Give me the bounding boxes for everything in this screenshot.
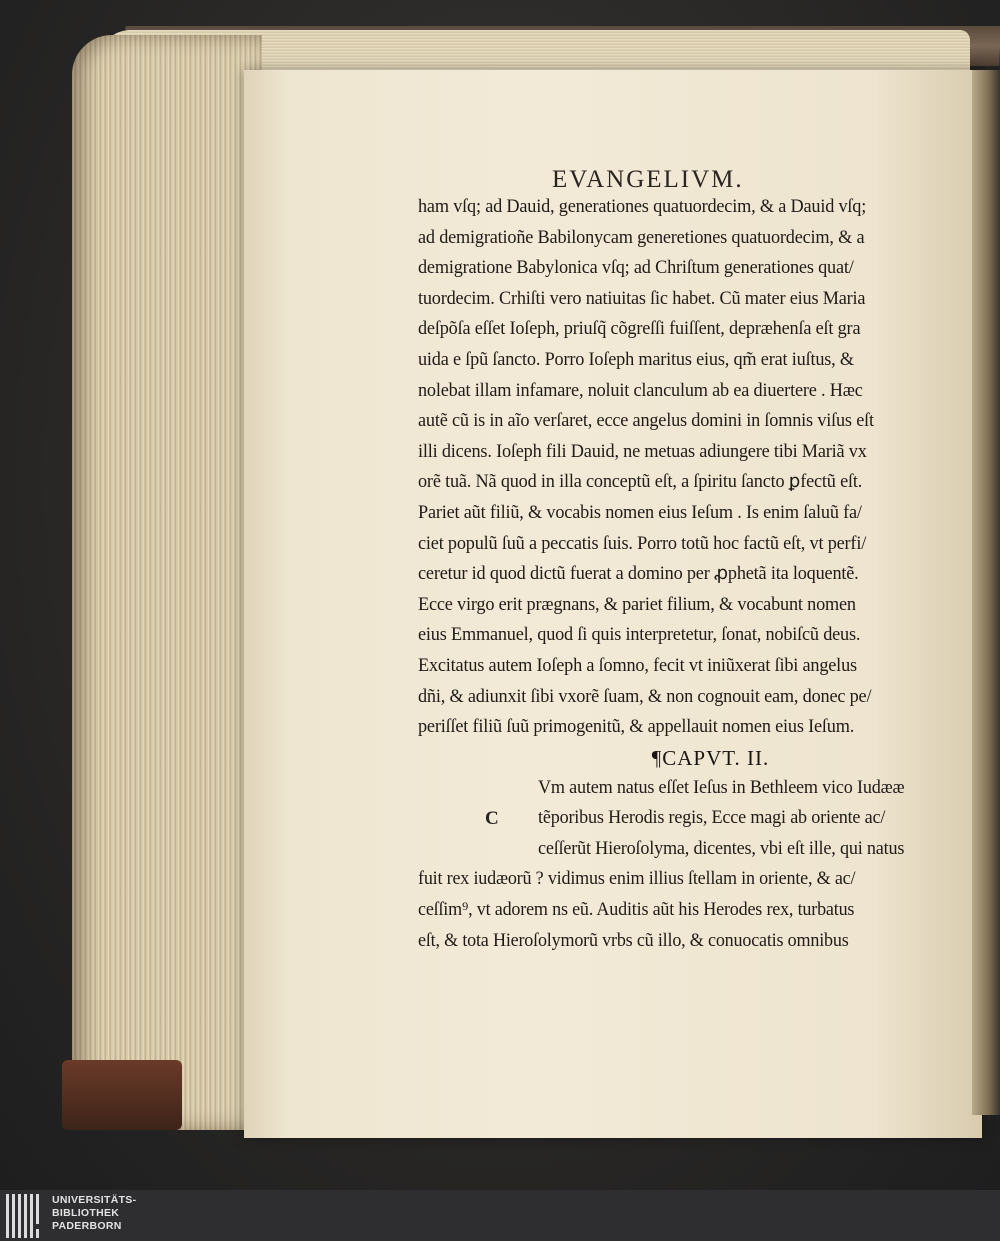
body-text bbox=[418, 192, 963, 956]
text-line: dñi, & adiunxit ſibi vxorẽ ſuam, & non cognouit eam, donec pe/ bbox=[418, 685, 872, 707]
running-head: EVANGELIVM. bbox=[552, 166, 744, 193]
text-line: demigratione Babylonica vſq; ad Chriſtum generationes quat/ bbox=[418, 257, 854, 279]
text-line: eſt, & tota Hieroſolymorũ vrbs cũ illo, & conuocatis omnibus bbox=[418, 929, 849, 951]
text-line: Pariet aũt filiũ, & vocabis nomen eius Ieſum . Is enim ſaluũ fa/ bbox=[418, 501, 862, 523]
text-line: nolebat illam infamare, noluit clanculum ab ea diuertere . Hæc bbox=[418, 379, 863, 401]
page-stack-fore-edge bbox=[72, 35, 262, 1130]
text-line: illi dicens. Ioſeph fili Dauid, ne metuas adiungere tibi Mariã vx bbox=[418, 440, 867, 462]
text-line: Ecce virgo erit prægnans, & pariet filium, & vocabunt nomen bbox=[418, 593, 856, 615]
text-lines-after-chapter bbox=[418, 864, 963, 956]
text-line: ceſſim⁹, vt adorem ns eũ. Auditis aũt his Herodes rex, turbatus bbox=[418, 899, 855, 921]
chapter-heading: ¶CAPVT. II. bbox=[651, 745, 770, 770]
footer-bar bbox=[0, 1190, 1000, 1241]
text-line: orẽ tuã. Nã quod in illa conceptũ eſt, a ſpiritu ſancto ꝑfectũ eſt. bbox=[418, 471, 863, 493]
logo-line-2: BIBLIOTHEK bbox=[52, 1207, 120, 1219]
text-line: Vm autem natus eſſet Ieſus in Bethleem vico Iudææ bbox=[538, 776, 905, 798]
text-line: tẽporibus Herodis regis, Ecce magi ab oriente ac/ bbox=[538, 807, 886, 829]
logo-line-3: PADERBORN bbox=[52, 1220, 122, 1232]
text-line: fuit rex iudæorũ ? vidimus enim illius ſtellam in oriente, & ac/ bbox=[418, 868, 856, 890]
text-line: uida e ſpũ ſancto. Porro Ioſeph maritus eius, qm̃ erat iuſtus, & bbox=[418, 348, 854, 370]
book-cover-corner bbox=[62, 1060, 182, 1130]
logo-line-1: UNIVERSITÄTS- bbox=[52, 1194, 137, 1206]
text-line: periſſet filiũ ſuũ primogenitũ, & appellauit nomen eius Ieſum. bbox=[418, 716, 855, 738]
text-line: autẽ cũ is in aĩo verſaret, ecce angelus domini in ſomnis viſus eſt bbox=[418, 410, 874, 432]
text-line: ad demigratioñe Babilonycam generetiones quatuordecim, & a bbox=[418, 226, 865, 248]
margin-initial: C bbox=[485, 808, 499, 829]
text-line: tuordecim. Crhiſti vero natiuitas ſic habet. Cũ mater eius Maria bbox=[418, 287, 866, 309]
text-lines-before-chapter bbox=[418, 192, 963, 743]
text-line: eius Emmanuel, quod ſi quis interpretetur, ſonat, nobiſcũ deus. bbox=[418, 624, 861, 646]
page-gutter bbox=[972, 70, 1000, 1115]
text-lines-indented bbox=[418, 773, 963, 865]
text-line: ceſſerũt Hieroſolyma, dicentes, vbi eſt ille, qui natus bbox=[538, 837, 905, 859]
text-line: Excitatus autem Ioſeph a ſomno, fecit vt iniũxerat ſibi angelus bbox=[418, 654, 857, 676]
text-line: ceretur id quod dictũ fuerat a domino per ꝓphetã ita loquentẽ. bbox=[418, 563, 859, 585]
library-logo-text bbox=[52, 1194, 136, 1233]
text-line: deſpõſa eſſet Ioſeph, priuſq̃ cõgreſſi fuiſſent, depræhenſa eſt gra bbox=[418, 318, 861, 340]
library-logo-icon bbox=[6, 1194, 46, 1238]
text-line: ham vſq; ad Dauid, generationes quatuordecim, & a Dauid vſq; bbox=[418, 196, 867, 217]
text-line: ciet populũ ſuũ a peccatis ſuis. Porro totũ hoc factũ eſt, vt perfi/ bbox=[418, 532, 867, 554]
